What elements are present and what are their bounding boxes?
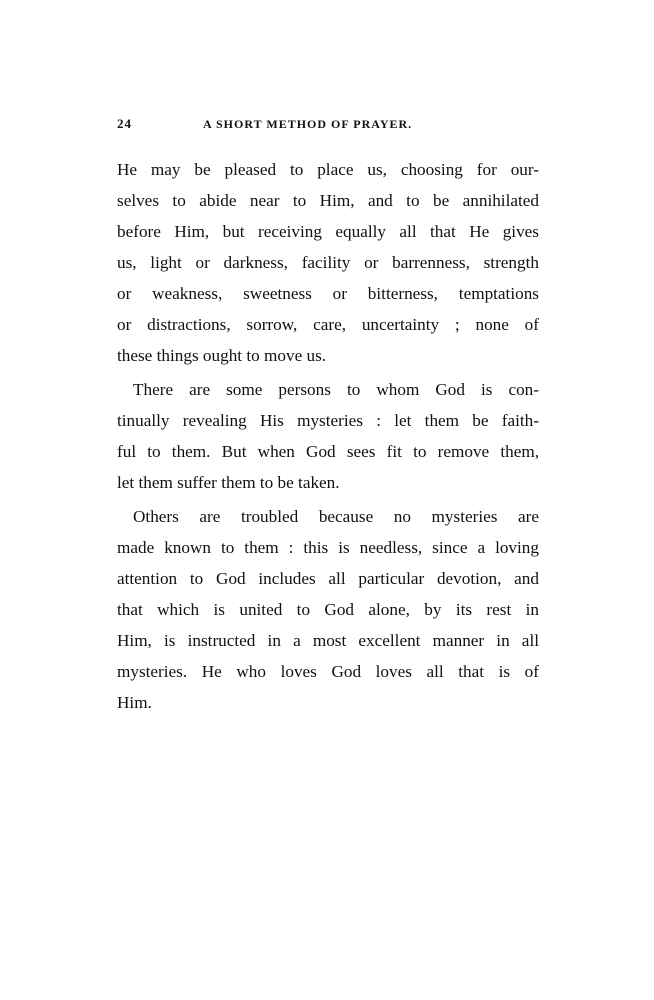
text-line: mysteries. He who loves God loves all that is of — [117, 662, 539, 681]
paragraph-3 — [117, 501, 539, 718]
running-title: A SHORT METHOD OF PRAYER. — [203, 117, 413, 131]
text-line: us, light or darkness, facility or barrenness, strength — [117, 253, 539, 272]
text-line: or distractions, sorrow, care, uncertainty ; none of — [117, 315, 539, 334]
body-text — [117, 154, 539, 718]
paragraph-1 — [117, 154, 539, 371]
text-line: Him, is instructed in a most excellent manner in all — [117, 631, 539, 650]
text-line: made known to them : this is needless, since a loving — [117, 538, 539, 557]
running-head — [117, 116, 539, 138]
text-line: ful to them. But when God sees fit to remove them, — [117, 442, 539, 461]
book-page — [117, 116, 539, 721]
text-line: tinually revealing His mysteries : let them be faith- — [117, 411, 539, 430]
text-line: before Him, but receiving equally all that He gives — [117, 222, 539, 241]
paragraph-2 — [117, 374, 539, 498]
text-line: let them suffer them to be taken. — [117, 473, 340, 492]
page-number: 24 — [117, 116, 132, 131]
text-line: There are some persons to whom God is con- — [133, 380, 539, 399]
text-line: these things ought to move us. — [117, 346, 327, 365]
text-line: He may be pleased to place us, choosing for our- — [117, 160, 539, 179]
text-line: that which is united to God alone, by its rest in — [117, 600, 539, 619]
text-line: Him. — [117, 693, 152, 712]
text-line: selves to abide near to Him, and to be annihilated — [117, 191, 539, 210]
text-line: Others are troubled because no mysteries are — [133, 507, 539, 526]
text-line: attention to God includes all particular devotion, and — [117, 569, 539, 588]
text-line: or weakness, sweetness or bitterness, temptations — [117, 284, 539, 303]
